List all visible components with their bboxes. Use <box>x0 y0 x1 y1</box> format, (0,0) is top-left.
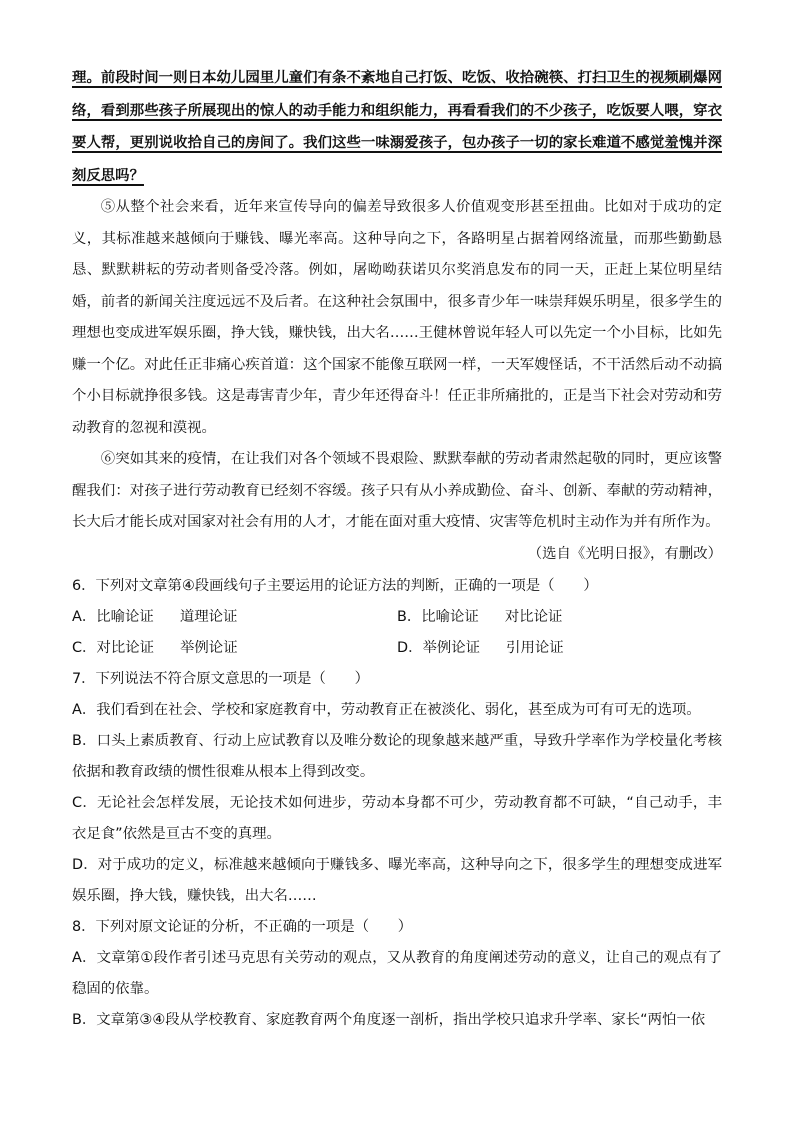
option-c-label: C．对比论证 <box>72 639 155 656</box>
passage-paragraph-5: ⑤从整个社会来看，近年来宣传导向的偏差导致很多人价值观变形甚至扭曲。比如对于成功的定义，其标准越来越倾向于赚钱、曝光率高。这种导向之下，各路明星占据着网络流量，而那些勤勤恳恳、默默耕耘的劳动者则备受冷落。例如，屠呦呦获诺贝尔奖消息发布的同一天，正赶上某位明星结婚，前者的新闻关注度远远不及后者。在这种社会氛围中，很多青少年一味崇拜娱乐明星，很多学生的理想也变成进军娱乐圈，挣大钱，赚快钱，出大名……王健林曾说年轻人可以先定一个小目标，比如先赚一个亿。对此任正非痛心疾首道：这个国家不能像互联网一样，一天军嫂怪话，不干活然后动不动搞个小目标就挣很多钱。这是毒害青少年，青少年还得奋斗！任正非所痛批的，正是当下社会对劳动和劳动教育的忽视和漠视。 <box>72 199 722 436</box>
question-7-option-d[interactable]: D．对于成功的定义，标准越来越倾向于赚钱多、曝光率高，这种导向之下，很多学生的理想变成进军娱乐圈，挣大钱，赚快钱，出大名…… <box>72 856 722 904</box>
option-a-second: 道理论证 <box>179 608 238 625</box>
exam-page <box>72 62 722 1036</box>
question-7-option-b[interactable]: B．口头上素质教育、行动上应试教育以及唯分数论的现象越来越严重，导致升学率作为学校量化考核依据和教育政绩的惯性很难从根本上得到改变。 <box>72 732 722 780</box>
question-8-option-a[interactable]: A．文章第①段作者引述马克思有关劳动的观点，又从教育的角度阐述劳动的意义，让自己的观点有了稳固的依靠。 <box>72 949 722 997</box>
question-6-option-b[interactable] <box>397 602 722 633</box>
option-b-label: B．比喻论证 <box>397 608 479 625</box>
underlined-sentence: 理。前段时间一则日本幼儿园里儿童们有条不紊地自己打饭、吃饭、收拾碗筷、打扫卫生的视频刷爆网络，看到那些孩子所展现出的惊人的动手能力和组织能力，再看看我们的不少孩子，吃饭要人喂，穿衣要人帮，更别说收拾自己的房间了。我们这些一味溺爱孩子，包办孩子一切的家长难道不感觉羞愧并深刻反思吗？ <box>72 69 722 184</box>
question-8-option-b[interactable]: B．文章第③④段从学校教育、家庭教育两个角度逐一剖析，指出学校只追求升学率、家长“两怕一依 <box>72 1011 706 1028</box>
option-a-label: A．比喻论证 <box>72 608 154 625</box>
question-6-option-c[interactable] <box>72 633 397 664</box>
passage-paragraph-4-underlined <box>72 62 722 192</box>
question-6-option-a[interactable] <box>72 602 397 633</box>
question-6-option-d[interactable] <box>397 633 722 664</box>
option-d-label: D．举例论证 <box>397 639 481 656</box>
option-b-second: 对比论证 <box>504 608 563 625</box>
question-7-option-a[interactable]: A．我们看到在社会、学校和家庭教育中，劳动教育正在被淡化、弱化，甚至成为可有可无的选项。 <box>72 701 701 718</box>
passage-paragraph-6: ⑥突如其来的疫情，在让我们对各个领域不畏艰险、默默奉献的劳动者肃然起敬的同时，更应该警醒我们：对孩子进行劳动教育已经刻不容缓。孩子只有从小养成勤俭、奋斗、创新、奉献的劳动精神，长大后才能长成对国家对社会有用的人才，才能在面对重大疫情、灾害等危机时主动作为并有所作为。 <box>72 451 722 530</box>
option-d-second: 引用论证 <box>506 639 564 656</box>
question-6-stem: 6．下列对文章第④段画线句子主要运用的论证方法的判断，正确的一项是（ ） <box>72 577 598 594</box>
option-c-second: 举例论证 <box>180 639 238 656</box>
question-7-option-c[interactable]: C．无论社会怎样发展，无论技术如何进步，劳动本身都不可少，劳动教育都不可缺，“自己动手，丰衣足食”依然是亘古不变的真理。 <box>72 794 722 842</box>
question-8-stem: 8．下列对原文论证的分析，不正确的一项是（ ） <box>72 918 413 935</box>
question-7-stem: 7．下列说法不符合原文意思的一项是（ ） <box>72 670 369 687</box>
question-6-options <box>72 602 722 664</box>
passage-source: （选自《光明日报》，有删改） <box>527 545 722 562</box>
